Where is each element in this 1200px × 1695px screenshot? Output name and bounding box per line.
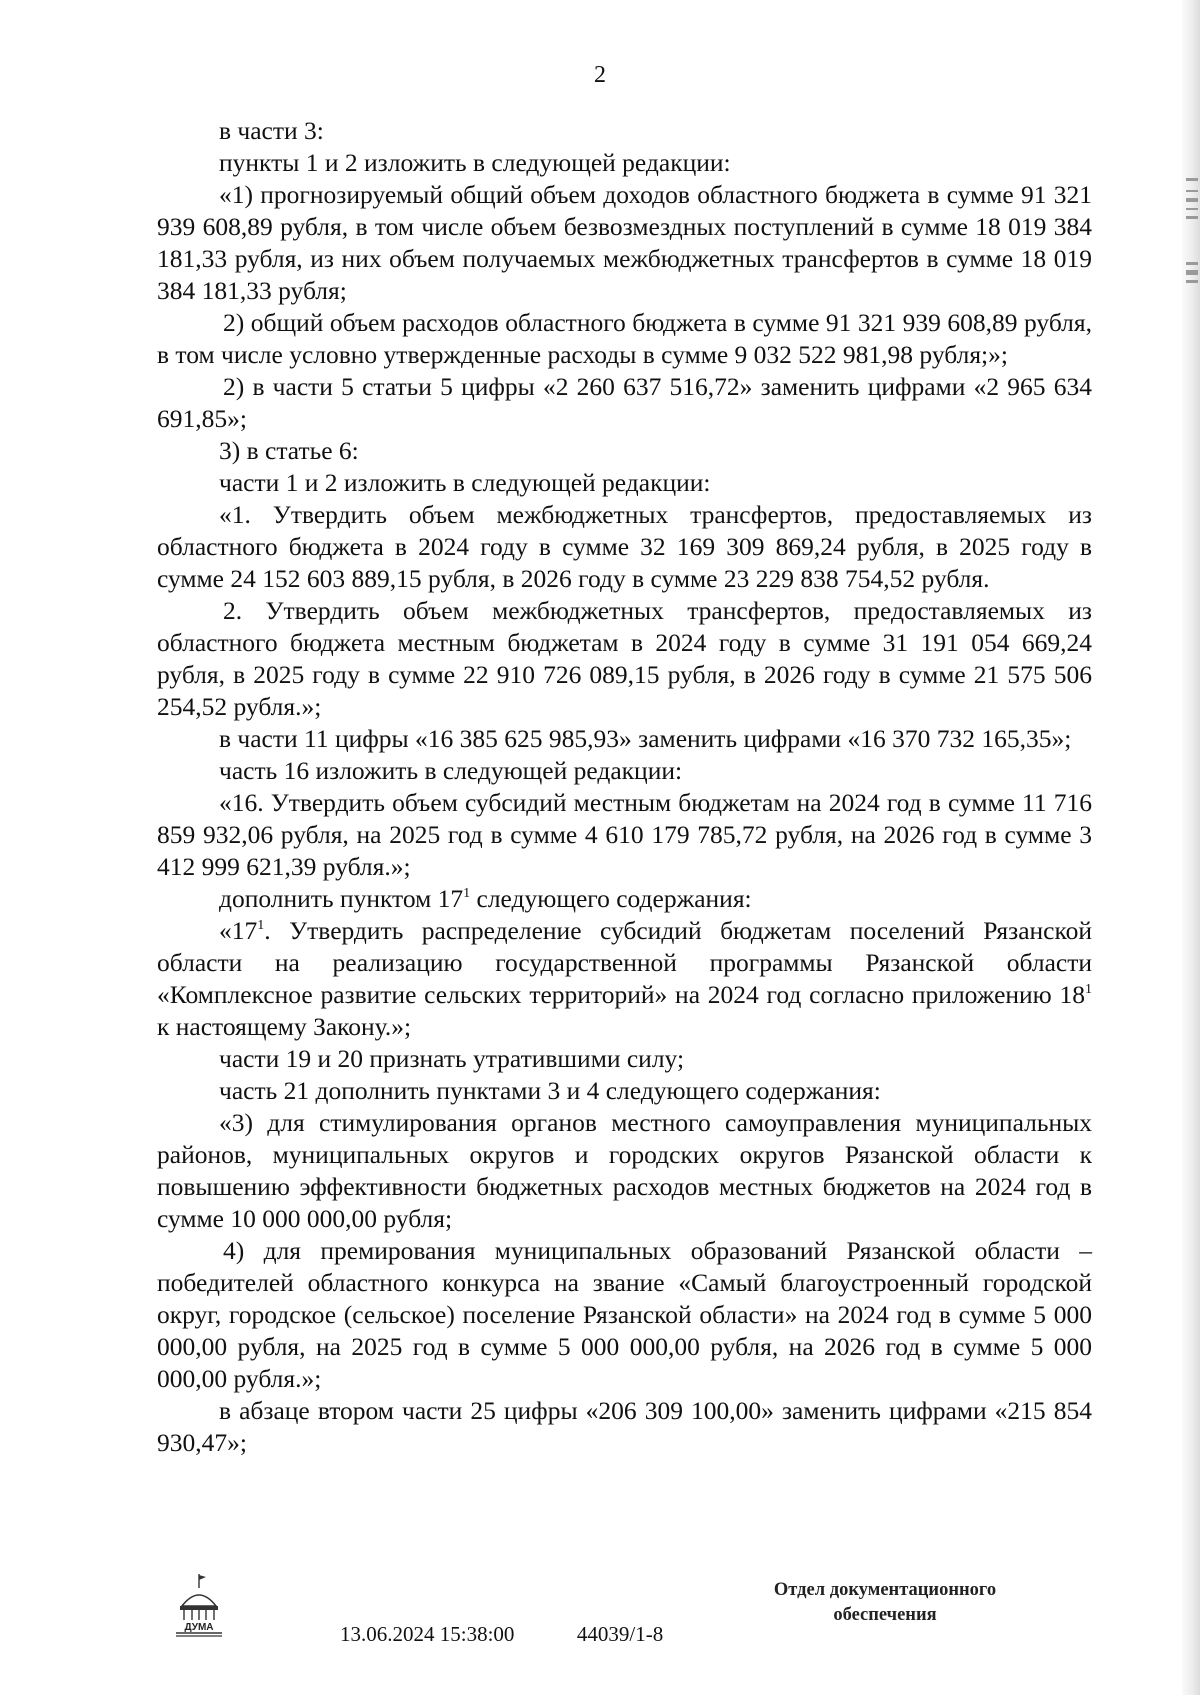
paragraph: «16. Утвердить объем субсидий местным бюджетам на 2024 год в сумме 11 716 859 932,06 рубля, на 2025 год в сумме 4 610 179 785,72 рубля, на 2026 год в сумме 3 412 999 621,39 рубля.»; <box>157 788 1092 881</box>
paragraph: в абзаце втором части 25 цифры «206 309 100,00» заменить цифрами «215 854 930,47»; <box>157 1396 1092 1457</box>
paragraph: 2) общий объем расходов областного бюджета в сумме 91 321 939 608,89 рубля, в том числе условно утвержденные расходы в сумме 9 032 522 981,98 рубля;»; <box>157 308 1092 369</box>
scan-edge <box>1182 0 1200 1695</box>
paragraph: в части 3: <box>219 116 324 145</box>
paragraph: пункты 1 и 2 изложить в следующей редакции: <box>219 148 731 177</box>
stamp-number: 44039/1-8 <box>576 1622 664 1646</box>
paragraph: 2) в части 5 статьи 5 цифры «2 260 637 516,72» заменить цифрами «2 965 634 691,85»; <box>157 372 1092 433</box>
paragraph: часть 21 дополнить пунктами 3 и 4 следующего содержания: <box>219 1076 881 1105</box>
page-number: 2 <box>594 62 606 88</box>
paragraph: «1) прогнозируемый общий объем доходов областного бюджета в сумме 91 321 939 608,89 рубля, в том числе объем безвозмездных поступлений в сумме 18 019 384 181,33 рубля, из них объем получаемых межбюджетных трансфертов в сумме 18 019 384 181,33 рубля; <box>157 180 1092 305</box>
document-body <box>157 115 1092 1459</box>
department-label: Отдел документационного обеспечения <box>773 1580 997 1625</box>
paragraph: 3) в статье 6: <box>219 436 359 465</box>
paragraph: 4) для премирования муниципальных образований Рязанской области – победителей областного конкурса на звание «Самый благоустроенный городской округ, городское (сельское) поселение Рязанской области» на 2024 год в сумме 5 000 000,00 рубля, на 2025 год в сумме 5 000 000,00 рубля, на 2026 год в сумме 5 000 000,00 рубля.»; <box>157 1236 1092 1393</box>
duma-logo-icon <box>168 1572 230 1638</box>
duma-logo-text: ДУМА <box>184 1622 214 1633</box>
paragraph: «$17^1$. Утвердить распределение субсидий бюджетам поселений Рязанской области на реализацию государственной программы Рязанской области «Комплексное развитие сельских территорий» на 2024 год согласно приложению $18^1$ к настоящему Закону.»; <box>157 916 1092 1041</box>
paragraph: «3) для стимулирования органов местного самоуправления муниципальных районов, муниципальных округов и городских округов Рязанской области к повышению эффективности бюджетных расходов местных бюджетов на 2024 год в сумме 10 000 000,00 рубля; <box>157 1108 1092 1233</box>
paragraph: дополнить пунктом $17^1$ следующего содержания: <box>219 884 752 913</box>
paragraph: часть 16 изложить в следующей редакции: <box>219 756 683 785</box>
stamp-datetime: 13.06.2024 15:38:00 <box>340 1622 515 1646</box>
registration-stamp <box>340 1622 663 1647</box>
paragraph: части 1 и 2 изложить в следующей редакции: <box>219 468 711 497</box>
paragraph: части 19 и 20 признать утратившими силу; <box>219 1044 685 1073</box>
paragraph: «1. Утвердить объем межбюджетных трансфертов, предоставляемых из областного бюджета в 2024 году в сумме 32 169 309 869,24 рубля, в 2025 году в сумме 24 152 603 889,15 рубля, в 2026 году в сумме 23 229 838 754,52 рубля. <box>157 500 1092 593</box>
paragraph: 2. Утвердить объем межбюджетных трансфертов, предоставляемых из областного бюджета местным бюджетам в 2024 году в сумме 31 191 054 669,24 рубля, в 2025 году в сумме 22 910 726 089,15 рубля, в 2026 году в сумме 21 575 506 254,52 рубля.»; <box>157 596 1092 721</box>
paragraph: в части 11 цифры «16 385 625 985,93» заменить цифрами «16 370 732 165,35»; <box>219 724 1072 753</box>
